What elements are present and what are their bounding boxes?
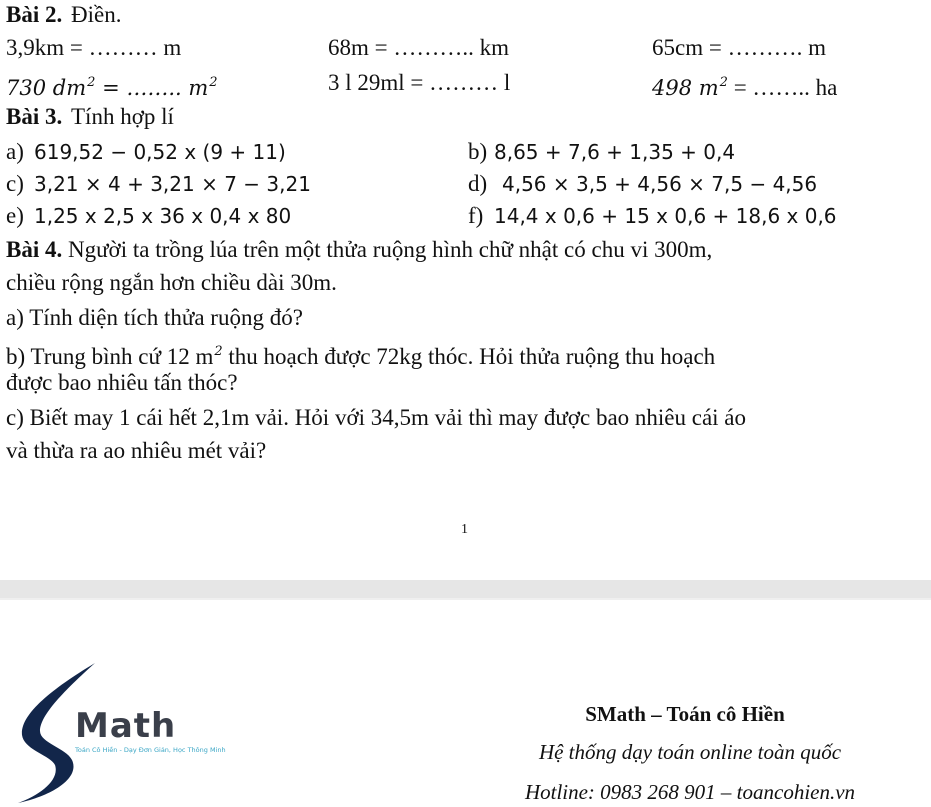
bai4-title: Bài 4. [6, 237, 63, 262]
bai2-item-1: 3,9km = ……… m [6, 35, 182, 60]
footer-hotline: Hotline: 0983 268 901 – toancohien.vn [524, 780, 856, 804]
bai4-question-c: c) Biết may 1 cái hết 2,1m vải. Hỏi với 34,5m vải thì may được bao nhiêu cái áo [6, 405, 747, 430]
bai3-c-label: c) [6, 171, 24, 196]
bai2-row-2 [0, 68, 931, 98]
page-separator-shadow [0, 598, 931, 600]
bai4-question-a: a) Tính diện tích thửa ruộng đó? [6, 305, 303, 330]
bai3-e-expr: 1,25 x 2,5 x 36 x 0,4 x 80 [34, 204, 292, 228]
bai3-d-label: d) [468, 171, 488, 196]
bai3-e-label: e) [6, 203, 24, 228]
bai3-title-rest: Tính hợp lí [71, 104, 174, 129]
bai2-title-rest: Điền. [71, 2, 122, 27]
page-separator [0, 580, 931, 598]
bai4-line-2: chiều rộng ngắn hơn chiều dài 30m. [6, 270, 337, 295]
bai4-problem [6, 235, 927, 265]
bai3-d-expr: 4,56 × 3,5 + 4,56 × 7,5 − 4,56 [502, 172, 818, 196]
bai4-question-c-line2: và thừa ra ao nhiêu mét vải? [6, 438, 267, 463]
bai3-title: Bài 3. [6, 104, 63, 129]
bai3-row-cd [0, 169, 931, 199]
bai2-item-4: 730 $dm^2$ = …….. $m^2$ [6, 75, 218, 100]
bai3-f-expr: 14,4 x 0,6 + 15 x 0,6 + 18,6 x 0,6 [494, 204, 837, 228]
bai3-heading [0, 102, 931, 132]
bai3-c-expr: 3,21 × 4 + 3,21 × 7 − 3,21 [34, 172, 311, 196]
bai3-b-label: b) [468, 139, 488, 164]
bai2-item-3: 65cm = ………. m [652, 35, 826, 60]
bai4-question-b: b) Trung bình cứ 12 $m^2$ thu hoạch được 72kg thóc. Hỏi thửa ruộng thu hoạch [6, 344, 716, 369]
bai2-item-2: 68m = ……….. km [328, 35, 510, 60]
bai3-f-label: f) [468, 203, 484, 228]
bai2-title: Bài 2. [6, 2, 63, 27]
bai3-b-expr: 8,65 + 7,6 + 1,35 + 0,4 [494, 140, 736, 164]
bai3-row-ab [0, 137, 931, 167]
page-number: 1 [461, 522, 468, 537]
bai3-a-label: a) [6, 139, 24, 164]
bai2-row-1 [0, 33, 931, 63]
bai4-question-b-line2: được bao nhiêu tấn thóc? [6, 370, 238, 395]
bai3-row-ef [0, 201, 931, 231]
footer-subtitle: Hệ thống dạy toán online toàn quốc [538, 740, 842, 764]
bai2-heading [0, 0, 931, 30]
logo-tagline: Toán Cô Hiền - Dạy Đơn Giản, Học Thông Minh [75, 746, 226, 754]
footer-title: SMath – Toán cô Hiền [585, 702, 785, 726]
bai2-item-6: 498 $m^2$ = …….. ha [652, 75, 838, 100]
bai2-item-5: 3 l 29ml = ……… l [328, 70, 511, 95]
bai3-a-expr: 619,52 − 0,52 x (9 + 11) [34, 140, 286, 164]
logo-wordmark: Math [75, 706, 177, 746]
bai4-line-1: Người ta trồng lúa trên một thửa ruộng hình chữ nhật có chu vi 300m, [67, 237, 713, 262]
